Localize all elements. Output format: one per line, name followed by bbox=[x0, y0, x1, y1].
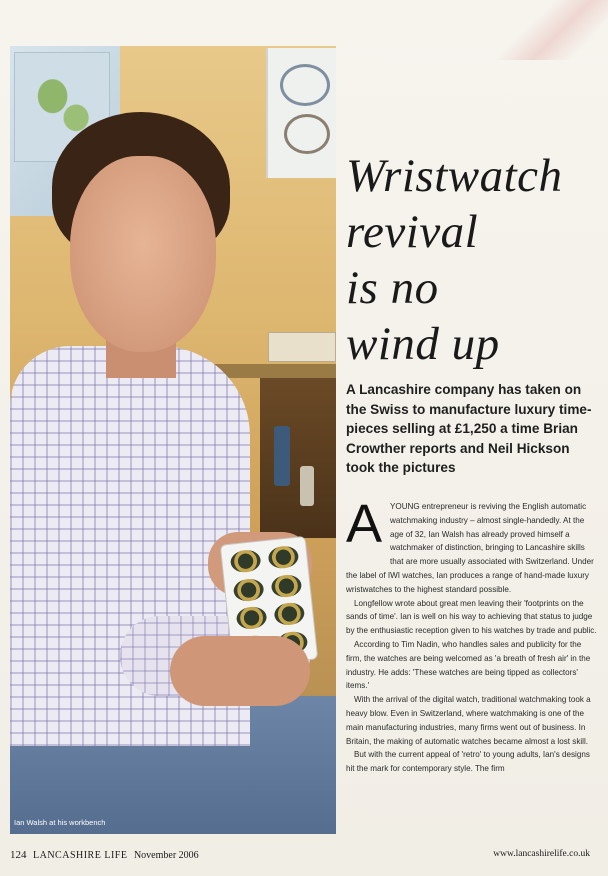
website-url: www.lancashirelife.co.uk bbox=[493, 849, 590, 859]
drop-cap: A bbox=[346, 494, 383, 554]
article-paragraph: According to Tim Nadin, who handles sales and publicity for the firm, the watches are being welcomed as 'a breath of fresh air' in the industry. He adds: 'These watches are being tipped as collectors' items.' bbox=[346, 639, 591, 691]
photo-caption: Ian Walsh at his workbench bbox=[14, 818, 106, 827]
article-body bbox=[346, 494, 598, 776]
feature-photo bbox=[10, 46, 336, 834]
photo-cabinet bbox=[260, 378, 336, 538]
photo-bottle bbox=[300, 466, 314, 506]
article-paragraph: With the arrival of the digital watch, traditional watchmaking took a heavy blow. Even in Switzerland, where watchmaking is one of the main manufacturing industries, many firms went out of business. In Britain, the making of automatic watches became almost a lost skill. bbox=[346, 695, 591, 746]
article-paragraph: Longfellow wrote about great men leaving their 'footprints on the sands of time'. Ian is well on his way to achieving that status to judge by the enthusiastic reception given to his watches by trade and public. bbox=[346, 598, 597, 636]
watch-dial-icon bbox=[273, 602, 305, 627]
photo-face bbox=[70, 156, 216, 352]
standfirst: A Lancashire company has taken on the Swiss to manufacture luxury time-pieces selling at £1,250 a time Brian Crowther reports and Neil Hickson took the pictures bbox=[346, 382, 592, 475]
headline-line: wind up bbox=[346, 318, 500, 370]
corner-decoration bbox=[478, 0, 608, 60]
watch-dial-icon bbox=[236, 606, 268, 631]
watch-dial-icon bbox=[270, 573, 302, 598]
article-paragraph: But with the current appeal of 'retro' to young adults, Ian's designs hit the mark for contemporary style. The firm bbox=[346, 750, 590, 774]
watch-dial-icon bbox=[233, 577, 265, 602]
watch-dial-icon bbox=[267, 545, 299, 570]
issue-date: November 2006 bbox=[133, 850, 199, 861]
headline-line: is no bbox=[346, 262, 439, 314]
photo-hand bbox=[170, 636, 310, 706]
photo-poster bbox=[266, 48, 336, 178]
headline-line: revival bbox=[346, 206, 479, 258]
watch-dial-icon bbox=[230, 549, 262, 574]
page-footer bbox=[10, 849, 199, 861]
headline-line: Wristwatch bbox=[346, 150, 563, 202]
photo-box bbox=[268, 332, 336, 362]
article-paragraph: YOUNG entrepreneur is reviving the English automatic watchmaking industry – almost single-handedly. At the age of 32, Ian Walsh has already proved himself a watchmaker of distinction, bringing to Lancashire skills that are more usually associated with Switzerland. Under the label of IWI watches, Ian produces a range of hand-made luxury wristwatches to the highest standard possible. bbox=[346, 502, 594, 594]
magazine-name: LANCASHIRE LIFE bbox=[33, 850, 128, 861]
photo-bottle bbox=[274, 426, 290, 486]
headline bbox=[346, 148, 596, 372]
page-number: 124 bbox=[10, 849, 27, 861]
